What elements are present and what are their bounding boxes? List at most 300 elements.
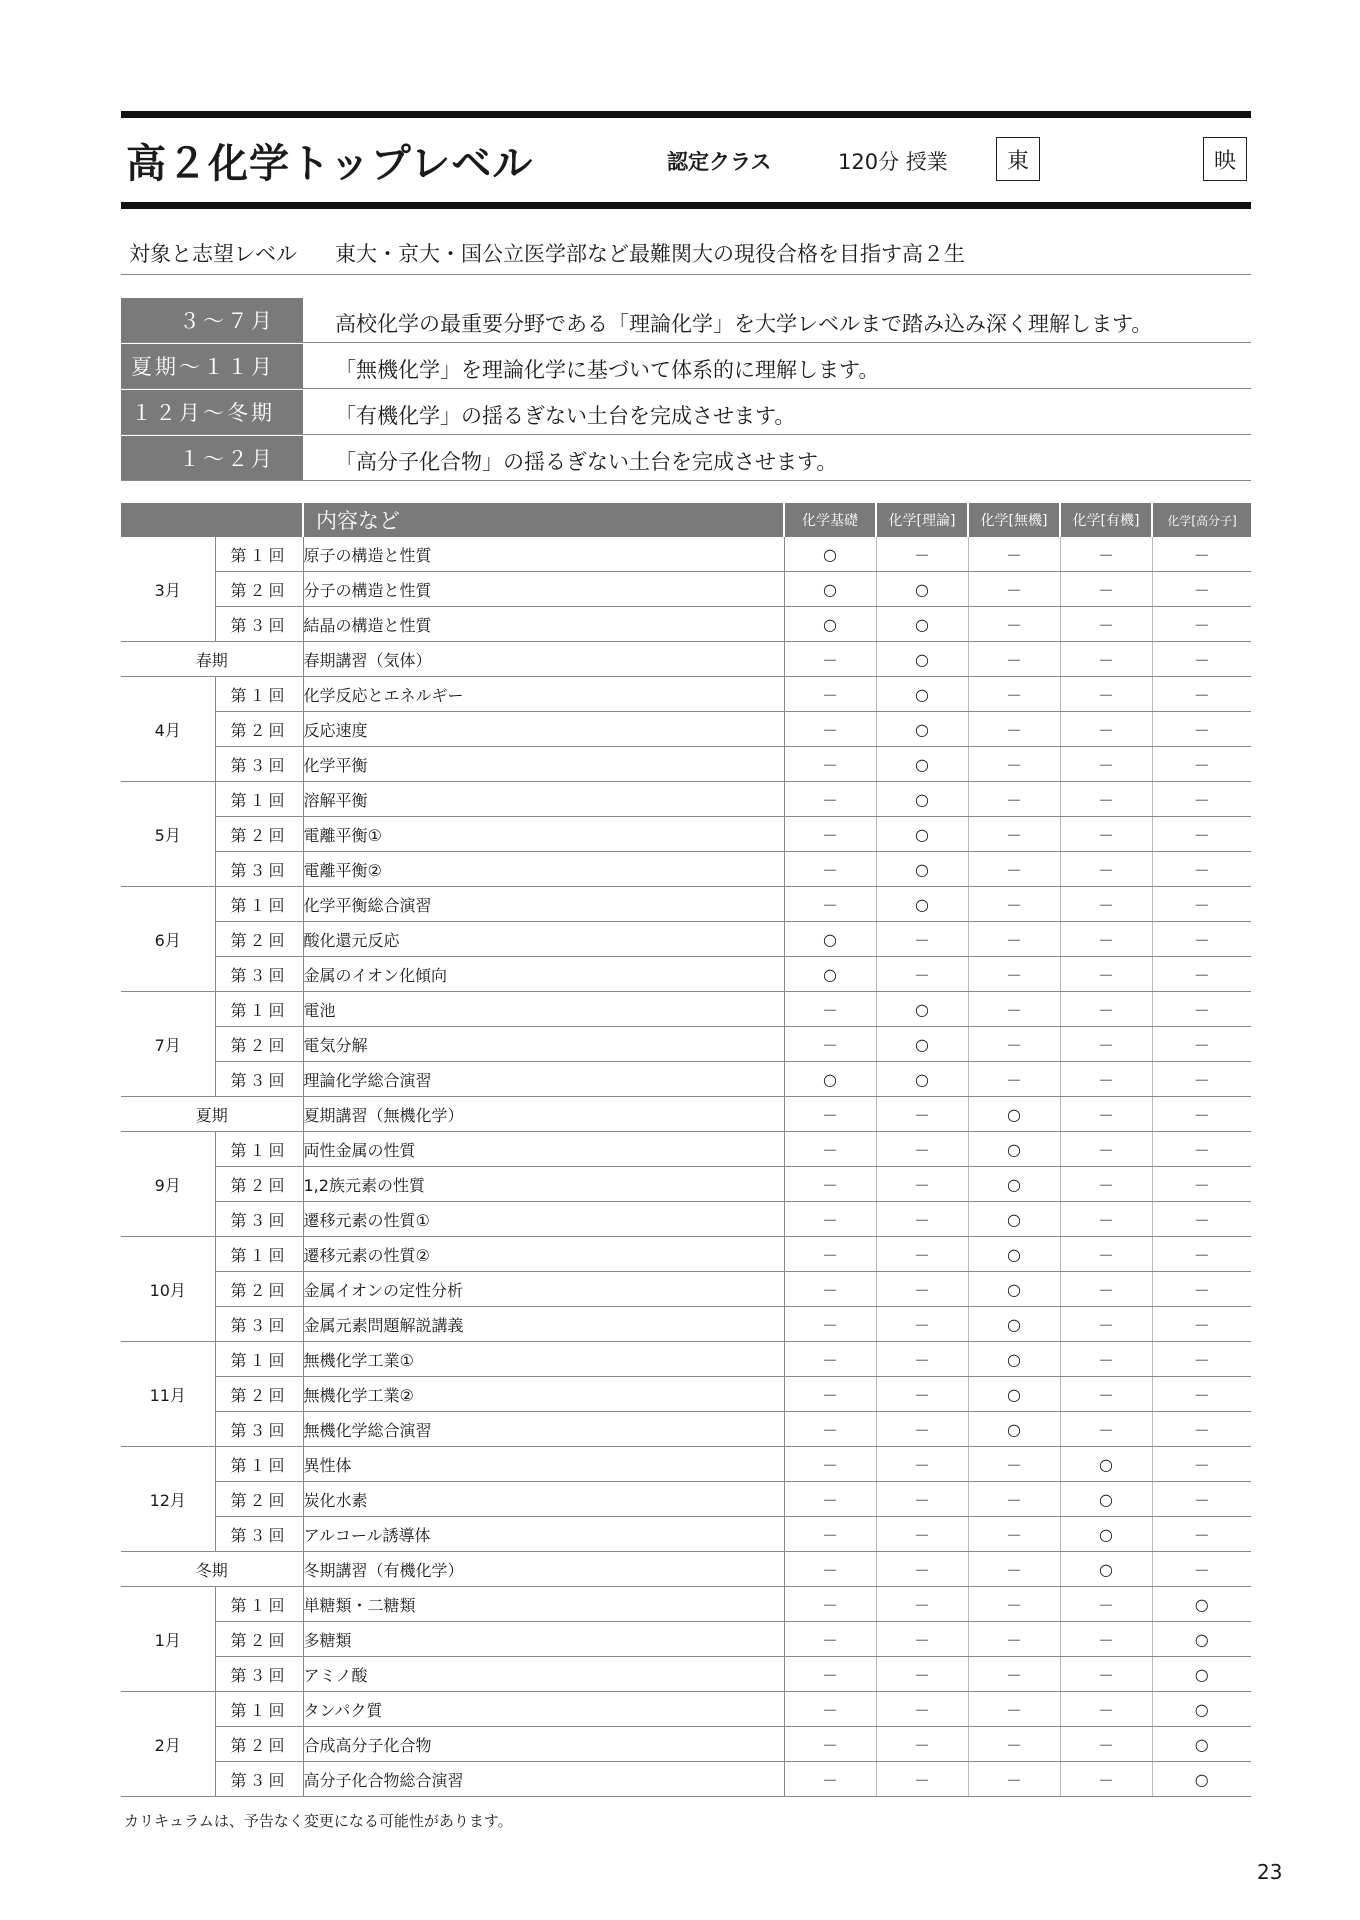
subject-mark-cell: ○: [1060, 1517, 1152, 1552]
subject-mark-cell: －: [784, 1237, 876, 1272]
subject-mark-cell: －: [1152, 1237, 1251, 1272]
table-row: [121, 1377, 1251, 1412]
subject-mark-cell: －: [1152, 922, 1251, 957]
subject-mark-cell: －: [876, 1237, 968, 1272]
subject-mark-cell: －: [784, 817, 876, 852]
subject-mark-cell: ○: [968, 1097, 1060, 1132]
subject-mark-cell: ○: [876, 642, 968, 677]
subject-header: 化学基礎: [784, 503, 876, 537]
class-type: 認定クラス: [667, 150, 772, 174]
subject-mark-cell: －: [968, 1692, 1060, 1727]
table-row: [121, 1167, 1251, 1202]
subject-mark-cell: －: [1152, 1167, 1251, 1202]
subject-mark-cell: ○: [1152, 1622, 1251, 1657]
content-cell: 分子の構造と性質: [303, 572, 784, 607]
table-row: [121, 1482, 1251, 1517]
subject-mark-cell: ○: [876, 852, 968, 887]
session-cell: 第３回: [215, 1202, 303, 1237]
session-cell: 第３回: [215, 1657, 303, 1692]
subject-mark-cell: －: [1060, 537, 1152, 572]
subject-mark-cell: ○: [968, 1342, 1060, 1377]
subject-mark-cell: －: [784, 1027, 876, 1062]
subject-mark-cell: －: [1060, 642, 1152, 677]
subject-mark-cell: －: [876, 1762, 968, 1797]
session-cell: 第１回: [215, 887, 303, 922]
session-cell: 第３回: [215, 747, 303, 782]
table-row: [121, 1307, 1251, 1342]
subject-mark-cell: －: [968, 817, 1060, 852]
subject-mark-cell: －: [1060, 1377, 1152, 1412]
table-row: [121, 1202, 1251, 1237]
subject-mark-cell: ○: [784, 1062, 876, 1097]
subject-mark-cell: ○: [968, 1412, 1060, 1447]
subject-mark-cell: －: [1152, 1272, 1251, 1307]
content-cell: 金属元素問題解説講義: [303, 1307, 784, 1342]
header-top-rule: [121, 111, 1251, 118]
subject-mark-cell: －: [968, 1657, 1060, 1692]
content-cell: 酸化還元反応: [303, 922, 784, 957]
session-cell: 第２回: [215, 1027, 303, 1062]
content-cell: 異性体: [303, 1447, 784, 1482]
subject-mark-cell: ○: [968, 1377, 1060, 1412]
subject-mark-cell: －: [1060, 992, 1152, 1027]
content-cell: 原子の構造と性質: [303, 537, 784, 572]
subject-mark-cell: －: [1060, 922, 1152, 957]
subject-mark-cell: －: [784, 1692, 876, 1727]
subject-mark-cell: －: [1060, 1587, 1152, 1622]
table-row: [121, 712, 1251, 747]
subject-mark-cell: ○: [1152, 1692, 1251, 1727]
content-cell: 化学平衡: [303, 747, 784, 782]
content-cell: 遷移元素の性質①: [303, 1202, 784, 1237]
subject-mark-cell: －: [968, 1587, 1060, 1622]
period-label: ３～７月: [121, 298, 303, 342]
content-cell: 1,2族元素の性質: [303, 1167, 784, 1202]
subject-mark-cell: ○: [876, 782, 968, 817]
subject-mark-cell: －: [1152, 1097, 1251, 1132]
subject-mark-cell: －: [784, 782, 876, 817]
session-cell: 第３回: [215, 1762, 303, 1797]
subject-mark-cell: －: [968, 747, 1060, 782]
content-cell: 多糖類: [303, 1622, 784, 1657]
subject-mark-cell: －: [1152, 1377, 1251, 1412]
subject-mark-cell: －: [1152, 1517, 1251, 1552]
subject-mark-cell: －: [1152, 817, 1251, 852]
subject-mark-cell: －: [1152, 1132, 1251, 1167]
lesson-duration: 120分 授業: [838, 150, 948, 174]
table-row: [121, 782, 1251, 817]
table-row: [121, 957, 1251, 992]
subject-mark-cell: －: [1152, 712, 1251, 747]
session-cell: 第３回: [215, 1062, 303, 1097]
subject-mark-cell: －: [876, 1692, 968, 1727]
table-row: [121, 1447, 1251, 1482]
subject-mark-cell: －: [968, 1552, 1060, 1587]
subject-mark-cell: －: [784, 1517, 876, 1552]
subject-mark-cell: －: [876, 537, 968, 572]
table-row: [121, 572, 1251, 607]
content-cell: 炭化水素: [303, 1482, 784, 1517]
content-cell: 無機化学工業①: [303, 1342, 784, 1377]
subject-mark-cell: －: [876, 1307, 968, 1342]
subject-mark-cell: －: [968, 537, 1060, 572]
subject-mark-cell: －: [1060, 1237, 1152, 1272]
session-cell: 第３回: [215, 1517, 303, 1552]
course-title: 高２化学トップレベル: [126, 141, 534, 187]
subject-mark-cell: －: [1060, 1062, 1152, 1097]
month-cell: 1月: [121, 1587, 215, 1692]
subject-mark-cell: －: [784, 852, 876, 887]
subject-mark-cell: －: [784, 1552, 876, 1587]
content-cell: 化学平衡総合演習: [303, 887, 784, 922]
table-row: [121, 1237, 1251, 1272]
table-row: [121, 607, 1251, 642]
subject-mark-cell: －: [1152, 852, 1251, 887]
subject-mark-cell: －: [968, 922, 1060, 957]
subject-mark-cell: －: [1152, 992, 1251, 1027]
subject-mark-cell: －: [876, 1132, 968, 1167]
header-bottom-rule: [121, 202, 1251, 209]
session-cell: 第３回: [215, 1412, 303, 1447]
subject-mark-cell: －: [1060, 1097, 1152, 1132]
content-cell: 夏期講習（無機化学）: [303, 1097, 784, 1132]
content-cell: タンパク質: [303, 1692, 784, 1727]
content-cell: 電離平衡①: [303, 817, 784, 852]
subject-mark-cell: －: [876, 1587, 968, 1622]
subject-mark-cell: －: [1060, 1307, 1152, 1342]
table-row: [121, 1272, 1251, 1307]
subject-mark-cell: －: [1152, 1307, 1251, 1342]
subject-mark-cell: －: [1152, 572, 1251, 607]
content-cell: 金属のイオン化傾向: [303, 957, 784, 992]
subject-mark-cell: －: [968, 852, 1060, 887]
content-cell: 無機化学工業②: [303, 1377, 784, 1412]
session-cell: 第１回: [215, 1342, 303, 1377]
subject-mark-cell: －: [968, 1027, 1060, 1062]
subject-mark-cell: －: [1060, 852, 1152, 887]
subject-mark-cell: －: [784, 642, 876, 677]
table-row: [121, 1097, 1251, 1132]
subject-mark-cell: －: [968, 607, 1060, 642]
subject-mark-cell: ○: [1152, 1657, 1251, 1692]
subject-mark-cell: －: [1060, 1762, 1152, 1797]
session-cell: 第３回: [215, 1307, 303, 1342]
subject-mark-cell: －: [876, 1657, 968, 1692]
content-cell: 反応速度: [303, 712, 784, 747]
table-row: [121, 677, 1251, 712]
session-cell: 第２回: [215, 1377, 303, 1412]
header-blank: [121, 503, 303, 537]
table-row: [121, 642, 1251, 677]
subject-mark-cell: －: [784, 1657, 876, 1692]
subject-header: 化学[有機]: [1060, 503, 1152, 537]
subject-mark-cell: －: [784, 712, 876, 747]
month-cell: 11月: [121, 1342, 215, 1447]
subject-mark-cell: －: [968, 782, 1060, 817]
subject-header: 化学[理論]: [876, 503, 968, 537]
session-cell: 第１回: [215, 1447, 303, 1482]
subject-mark-cell: －: [1152, 1027, 1251, 1062]
subject-mark-cell: －: [1152, 677, 1251, 712]
month-cell: 7月: [121, 992, 215, 1097]
subject-mark-cell: －: [784, 1342, 876, 1377]
subject-mark-cell: ○: [784, 607, 876, 642]
subject-mark-cell: ○: [784, 957, 876, 992]
subject-mark-cell: －: [784, 1762, 876, 1797]
subject-mark-cell: ○: [876, 1027, 968, 1062]
subject-mark-cell: －: [1152, 747, 1251, 782]
month-cell: 3月: [121, 537, 215, 642]
session-cell: 第３回: [215, 852, 303, 887]
subject-mark-cell: ○: [968, 1307, 1060, 1342]
subject-mark-cell: ○: [1060, 1482, 1152, 1517]
subject-mark-cell: －: [1060, 1622, 1152, 1657]
month-cell: 9月: [121, 1132, 215, 1237]
session-cell: 第２回: [215, 1727, 303, 1762]
subject-mark-cell: ○: [876, 1062, 968, 1097]
subject-mark-cell: －: [876, 1097, 968, 1132]
subject-header: 化学[高分子]: [1152, 503, 1251, 537]
target-level-row: [121, 224, 1251, 275]
subject-mark-cell: －: [968, 1062, 1060, 1097]
subject-mark-cell: ○: [968, 1167, 1060, 1202]
table-row: [121, 852, 1251, 887]
session-cell: 第３回: [215, 957, 303, 992]
table-row: [121, 817, 1251, 852]
content-cell: 春期講習（気体）: [303, 642, 784, 677]
subject-mark-cell: －: [1152, 1412, 1251, 1447]
subject-mark-cell: －: [968, 887, 1060, 922]
subject-mark-cell: －: [876, 1622, 968, 1657]
subject-mark-cell: －: [968, 1447, 1060, 1482]
session-cell: 第１回: [215, 1237, 303, 1272]
subject-mark-cell: ○: [1152, 1727, 1251, 1762]
subject-mark-cell: －: [876, 1412, 968, 1447]
content-cell: 冬期講習（有機化学）: [303, 1552, 784, 1587]
session-cell: 第２回: [215, 922, 303, 957]
subject-mark-cell: －: [784, 1412, 876, 1447]
subject-mark-cell: －: [876, 1552, 968, 1587]
table-row: [121, 1657, 1251, 1692]
subject-mark-cell: －: [1152, 1482, 1251, 1517]
subject-mark-cell: －: [1152, 957, 1251, 992]
subject-mark-cell: －: [784, 1167, 876, 1202]
content-cell: 溶解平衡: [303, 782, 784, 817]
subject-mark-cell: －: [968, 677, 1060, 712]
subject-mark-cell: －: [968, 572, 1060, 607]
content-cell: 電気分解: [303, 1027, 784, 1062]
subject-mark-cell: ○: [968, 1132, 1060, 1167]
table-row: [121, 1412, 1251, 1447]
content-cell: 金属イオンの定性分析: [303, 1272, 784, 1307]
subject-mark-cell: ○: [968, 1202, 1060, 1237]
subject-mark-cell: －: [1152, 1447, 1251, 1482]
subject-mark-cell: ○: [876, 992, 968, 1027]
session-cell: 第１回: [215, 1692, 303, 1727]
subject-mark-cell: －: [784, 677, 876, 712]
table-row: [121, 887, 1251, 922]
subject-mark-cell: ○: [1152, 1762, 1251, 1797]
subject-mark-cell: －: [1152, 537, 1251, 572]
content-cell: 化学反応とエネルギー: [303, 677, 784, 712]
table-row: [121, 1342, 1251, 1377]
subject-mark-cell: ○: [1060, 1447, 1152, 1482]
subject-mark-cell: －: [1060, 1342, 1152, 1377]
subject-mark-cell: －: [968, 1482, 1060, 1517]
content-cell: 高分子化合物総合演習: [303, 1762, 784, 1797]
subject-mark-cell: －: [784, 1622, 876, 1657]
period-text: 高校化学の最重要分野である「理論化学」を大学レベルまで踏み込み深く理解します。: [335, 312, 1153, 336]
subject-mark-cell: －: [876, 1377, 968, 1412]
content-header: 内容など: [303, 503, 784, 537]
content-cell: 電池: [303, 992, 784, 1027]
subject-mark-cell: ○: [968, 1272, 1060, 1307]
subject-mark-cell: －: [876, 957, 968, 992]
content-cell: 理論化学総合演習: [303, 1062, 784, 1097]
subject-mark-cell: －: [1060, 712, 1152, 747]
subject-mark-cell: ○: [876, 607, 968, 642]
period-text: 「無機化学」を理論化学に基づいて体系的に理解します。: [335, 358, 880, 382]
table-row: [121, 1762, 1251, 1797]
period-row: [121, 298, 1251, 343]
table-row: [121, 1552, 1251, 1587]
period-text: 「有機化学」の揺るぎない土台を完成させます。: [335, 404, 796, 428]
session-cell: 第１回: [215, 1587, 303, 1622]
table-row: [121, 1622, 1251, 1657]
subject-mark-cell: －: [1060, 1027, 1152, 1062]
period-row: [121, 390, 1251, 435]
subject-mark-cell: －: [784, 1202, 876, 1237]
subject-mark-cell: －: [1060, 677, 1152, 712]
subject-mark-cell: －: [876, 1272, 968, 1307]
session-cell: 第２回: [215, 1482, 303, 1517]
curriculum-table: [121, 503, 1251, 1797]
subject-mark-cell: －: [1060, 782, 1152, 817]
subject-mark-cell: －: [876, 1202, 968, 1237]
subject-mark-cell: －: [784, 1097, 876, 1132]
month-cell: 10月: [121, 1237, 215, 1342]
subject-mark-cell: －: [1060, 1167, 1152, 1202]
subject-mark-cell: －: [968, 712, 1060, 747]
subject-mark-cell: －: [784, 1272, 876, 1307]
subject-mark-cell: －: [784, 1587, 876, 1622]
subject-mark-cell: －: [876, 1482, 968, 1517]
subject-mark-cell: ○: [876, 572, 968, 607]
table-row: [121, 1062, 1251, 1097]
subject-mark-cell: －: [784, 1447, 876, 1482]
subject-mark-cell: －: [1152, 1552, 1251, 1587]
subject-mark-cell: －: [1060, 1272, 1152, 1307]
subject-mark-cell: ○: [876, 817, 968, 852]
subject-mark-cell: －: [968, 1762, 1060, 1797]
table-row: [121, 922, 1251, 957]
session-cell: 第３回: [215, 607, 303, 642]
subject-mark-cell: －: [1060, 747, 1152, 782]
period-text: 「高分子化合物」の揺るぎない土台を完成させます。: [335, 450, 838, 474]
session-cell: 第１回: [215, 677, 303, 712]
target-label: 対象と志望レベル: [129, 242, 297, 266]
subject-mark-cell: ○: [876, 747, 968, 782]
content-cell: 電離平衡②: [303, 852, 784, 887]
special-term-cell: 春期: [121, 642, 303, 677]
subject-mark-cell: －: [1060, 1727, 1152, 1762]
video-badge: 映: [1203, 137, 1247, 181]
content-cell: アミノ酸: [303, 1657, 784, 1692]
session-cell: 第１回: [215, 537, 303, 572]
session-cell: 第２回: [215, 572, 303, 607]
period-row: [121, 436, 1251, 481]
table-row: [121, 1132, 1251, 1167]
subject-mark-cell: －: [876, 1447, 968, 1482]
subject-mark-cell: ○: [876, 712, 968, 747]
period-label: １～２月: [121, 436, 303, 480]
content-cell: 単糖類・二糖類: [303, 1587, 784, 1622]
subject-mark-cell: －: [876, 1342, 968, 1377]
session-cell: 第２回: [215, 817, 303, 852]
session-cell: 第１回: [215, 782, 303, 817]
subject-mark-cell: －: [876, 1517, 968, 1552]
table-row: [121, 1692, 1251, 1727]
session-cell: 第２回: [215, 1167, 303, 1202]
month-cell: 5月: [121, 782, 215, 887]
table-row: [121, 1727, 1251, 1762]
period-label: 夏期～１１月: [121, 344, 303, 388]
subject-mark-cell: －: [784, 1132, 876, 1167]
subject-mark-cell: －: [784, 747, 876, 782]
east-badge: 東: [996, 137, 1040, 181]
subject-mark-cell: ○: [968, 1237, 1060, 1272]
subject-mark-cell: －: [968, 642, 1060, 677]
subject-mark-cell: －: [1060, 607, 1152, 642]
subject-mark-cell: －: [968, 1622, 1060, 1657]
target-text: 東大・京大・国公立医学部など最難関大の現役合格を目指す高２生: [335, 242, 965, 266]
subject-mark-cell: －: [784, 992, 876, 1027]
period-label: １２月～冬期: [121, 390, 303, 434]
subject-mark-cell: －: [1060, 1202, 1152, 1237]
subject-mark-cell: ○: [784, 572, 876, 607]
subject-mark-cell: －: [1060, 1657, 1152, 1692]
table-row: [121, 747, 1251, 782]
subject-mark-cell: －: [968, 957, 1060, 992]
table-row: [121, 1027, 1251, 1062]
special-term-cell: 夏期: [121, 1097, 303, 1132]
table-row: [121, 1517, 1251, 1552]
subject-mark-cell: －: [1152, 887, 1251, 922]
page-number: 23: [1257, 1860, 1283, 1884]
subject-mark-cell: ○: [876, 887, 968, 922]
table-header-row: [121, 503, 1251, 537]
subject-mark-cell: －: [968, 1727, 1060, 1762]
subject-mark-cell: －: [784, 887, 876, 922]
subject-mark-cell: －: [1060, 1412, 1152, 1447]
session-cell: 第２回: [215, 712, 303, 747]
session-cell: 第１回: [215, 992, 303, 1027]
month-cell: 6月: [121, 887, 215, 992]
subject-mark-cell: －: [876, 1167, 968, 1202]
subject-mark-cell: －: [968, 992, 1060, 1027]
subject-mark-cell: －: [1152, 1062, 1251, 1097]
session-cell: 第１回: [215, 1132, 303, 1167]
subject-mark-cell: －: [1060, 1692, 1152, 1727]
session-cell: 第２回: [215, 1272, 303, 1307]
subject-mark-cell: －: [968, 1517, 1060, 1552]
subject-mark-cell: ○: [1060, 1552, 1152, 1587]
content-cell: 無機化学総合演習: [303, 1412, 784, 1447]
subject-mark-cell: ○: [784, 922, 876, 957]
content-cell: アルコール誘導体: [303, 1517, 784, 1552]
period-row: [121, 344, 1251, 389]
subject-mark-cell: －: [1152, 642, 1251, 677]
